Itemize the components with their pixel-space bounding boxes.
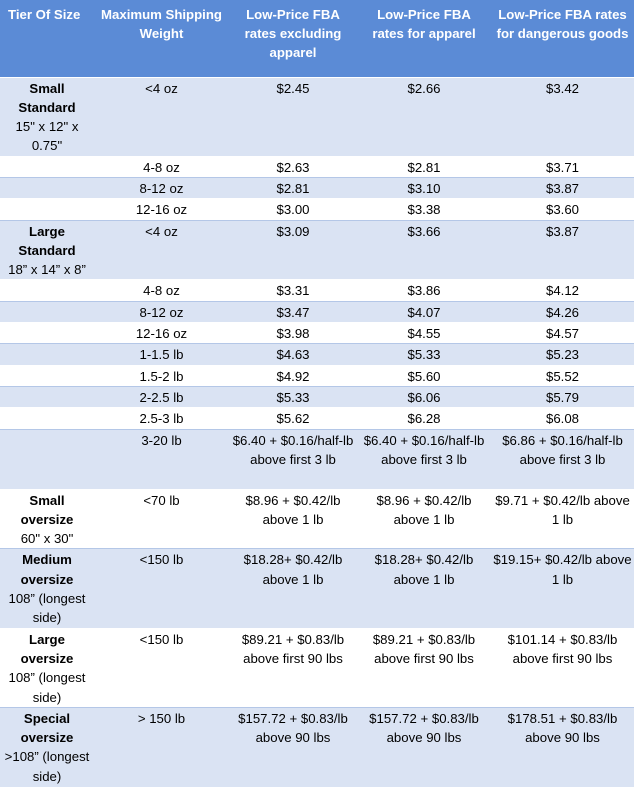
table-row [0, 707, 634, 787]
rate-dangerous-cell: $4.12 [491, 280, 634, 301]
rate-excl-apparel-cell: $5.62 [229, 408, 357, 429]
rate-apparel-cell: $3.10 [357, 177, 491, 198]
tier-cell [0, 156, 94, 177]
table-row [0, 199, 634, 220]
max-weight-cell: 1-1.5 lb [94, 344, 229, 365]
rate-dangerous-cell: $3.60 [491, 199, 634, 220]
rate-dangerous-cell: $4.26 [491, 301, 634, 322]
table-row [0, 323, 634, 344]
rate-excl-apparel-cell: $89.21 + $0.83/lb above first 90 lbs [229, 628, 357, 707]
rate-excl-apparel-cell: $3.98 [229, 323, 357, 344]
rate-excl-apparel-cell: $3.47 [229, 301, 357, 322]
rate-dangerous-cell: $3.87 [491, 177, 634, 198]
tier-name: Small oversize [20, 492, 74, 527]
tier-name: Large oversize [20, 631, 74, 666]
rate-apparel-cell: $6.06 [357, 386, 491, 407]
tier-cell [0, 220, 94, 280]
rate-excl-apparel-cell: $8.96 + $0.42/lb above 1 lb [229, 489, 357, 549]
rate-excl-apparel-cell: $2.81 [229, 177, 357, 198]
tier-cell [0, 628, 94, 707]
rate-excl-apparel-cell: $4.92 [229, 365, 357, 386]
rate-excl-apparel-cell: $18.28+ $0.42/lb above 1 lb [229, 549, 357, 628]
max-weight-cell: 2.5-3 lb [94, 408, 229, 429]
rate-dangerous-cell: $3.42 [491, 77, 634, 156]
max-weight-cell: <4 oz [94, 220, 229, 280]
rate-dangerous-cell: $19.15+ $0.42/lb above 1 lb [491, 549, 634, 628]
table-row [0, 549, 634, 628]
max-weight-cell: 1.5-2 lb [94, 365, 229, 386]
tier-cell [0, 77, 94, 156]
rate-apparel-cell: $4.07 [357, 301, 491, 322]
max-weight-cell: > 150 lb [94, 707, 229, 787]
rate-apparel-cell: $3.66 [357, 220, 491, 280]
tier-name: Small Standard [18, 80, 76, 115]
max-weight-cell: 12-16 oz [94, 323, 229, 344]
rate-apparel-cell: $4.55 [357, 323, 491, 344]
max-weight-cell: 12-16 oz [94, 199, 229, 220]
max-weight-cell: 3-20 lb [94, 429, 229, 489]
max-weight-cell: <150 lb [94, 628, 229, 707]
table-row [0, 386, 634, 407]
rate-excl-apparel-cell: $2.45 [229, 77, 357, 156]
max-weight-cell: <150 lb [94, 549, 229, 628]
header-rate-apparel: Low-Price FBA rates for apparel [357, 0, 491, 77]
rate-apparel-cell: $5.60 [357, 365, 491, 386]
rate-excl-apparel-cell: $157.72 + $0.83/lb above 90 lbs [229, 707, 357, 787]
tier-cell [0, 344, 94, 365]
max-weight-cell: 8-12 oz [94, 177, 229, 198]
tier-cell [0, 365, 94, 386]
rate-excl-apparel-cell: $2.63 [229, 156, 357, 177]
rate-dangerous-cell: $6.08 [491, 408, 634, 429]
tier-cell [0, 280, 94, 301]
tier-dimensions: 15" x 12" x 0.75" [15, 119, 79, 154]
rate-dangerous-cell: $101.14 + $0.83/lb above first 90 lbs [491, 628, 634, 707]
tier-cell [0, 489, 94, 549]
rate-apparel-cell: $2.66 [357, 77, 491, 156]
rate-apparel-cell: $3.86 [357, 280, 491, 301]
table-row [0, 156, 634, 177]
header-rate-excl-apparel: Low-Price FBA rates excluding apparel [229, 0, 357, 77]
rate-apparel-cell: $18.28+ $0.42/lb above 1 lb [357, 549, 491, 628]
max-weight-cell: 2-2.5 lb [94, 386, 229, 407]
rate-dangerous-cell: $9.71 + $0.42/lb above 1 lb [491, 489, 634, 549]
rate-apparel-cell: $5.33 [357, 344, 491, 365]
tier-cell [0, 301, 94, 322]
tier-cell [0, 323, 94, 344]
table-row [0, 365, 634, 386]
table-row [0, 220, 634, 280]
rate-dangerous-cell: $4.57 [491, 323, 634, 344]
rate-excl-apparel-cell: $3.09 [229, 220, 357, 280]
table-row [0, 429, 634, 489]
rate-dangerous-cell: $3.87 [491, 220, 634, 280]
rate-excl-apparel-cell: $3.00 [229, 199, 357, 220]
tier-cell [0, 386, 94, 407]
rate-apparel-cell: $6.28 [357, 408, 491, 429]
tier-dimensions: 18” x 14” x 8” [8, 262, 86, 278]
header-tier: Tier Of Size [0, 0, 94, 77]
tier-name: Special oversize [20, 710, 74, 746]
rate-dangerous-cell: $178.51 + $0.83/lb above 90 lbs [491, 707, 634, 787]
rate-excl-apparel-cell: $4.63 [229, 344, 357, 365]
table-row [0, 408, 634, 429]
tier-dimensions: 108” (longest side) [8, 591, 86, 626]
tier-dimensions: >108” (longest side) [4, 749, 90, 784]
table-row [0, 344, 634, 365]
rate-excl-apparel-cell: $5.33 [229, 386, 357, 407]
max-weight-cell: 8-12 oz [94, 301, 229, 322]
rate-apparel-cell: $157.72 + $0.83/lb above 90 lbs [357, 707, 491, 787]
max-weight-cell: <4 oz [94, 77, 229, 156]
tier-cell [0, 199, 94, 220]
table-row [0, 628, 634, 707]
rate-apparel-cell: $6.40 + $0.16/half-lb above first 3 lb [357, 429, 491, 489]
rate-dangerous-cell: $5.23 [491, 344, 634, 365]
rate-excl-apparel-cell: $3.31 [229, 280, 357, 301]
tier-dimensions: 108” (longest side) [8, 670, 86, 705]
tier-cell [0, 707, 94, 787]
rate-dangerous-cell: $5.79 [491, 386, 634, 407]
tier-cell [0, 429, 94, 489]
rate-dangerous-cell: $5.52 [491, 365, 634, 386]
tier-name: Large Standard [18, 223, 76, 258]
table-row [0, 77, 634, 156]
tier-cell [0, 408, 94, 429]
rate-apparel-cell: $3.38 [357, 199, 491, 220]
rate-dangerous-cell: $6.86 + $0.16/half-lb above first 3 lb [491, 429, 634, 489]
tier-cell [0, 177, 94, 198]
max-weight-cell: <70 lb [94, 489, 229, 549]
rate-dangerous-cell: $3.71 [491, 156, 634, 177]
header-max-weight: Maximum Shipping Weight [94, 0, 229, 77]
rate-apparel-cell: $8.96 + $0.42/lb above 1 lb [357, 489, 491, 549]
table-row [0, 301, 634, 322]
rate-apparel-cell: $2.81 [357, 156, 491, 177]
tier-name: Medium oversize [20, 552, 74, 587]
tier-cell [0, 549, 94, 628]
max-weight-cell: 4-8 oz [94, 280, 229, 301]
table-row [0, 177, 634, 198]
header-row [0, 0, 634, 77]
rate-apparel-cell: $89.21 + $0.83/lb above first 90 lbs [357, 628, 491, 707]
tier-dimensions: 60" x 30" [20, 531, 74, 547]
header-rate-dangerous: Low-Price FBA rates for dangerous goods [491, 0, 634, 77]
rate-excl-apparel-cell: $6.40 + $0.16/half-lb above first 3 lb [229, 429, 357, 489]
max-weight-cell: 4-8 oz [94, 156, 229, 177]
table-row [0, 280, 634, 301]
table-row [0, 489, 634, 549]
